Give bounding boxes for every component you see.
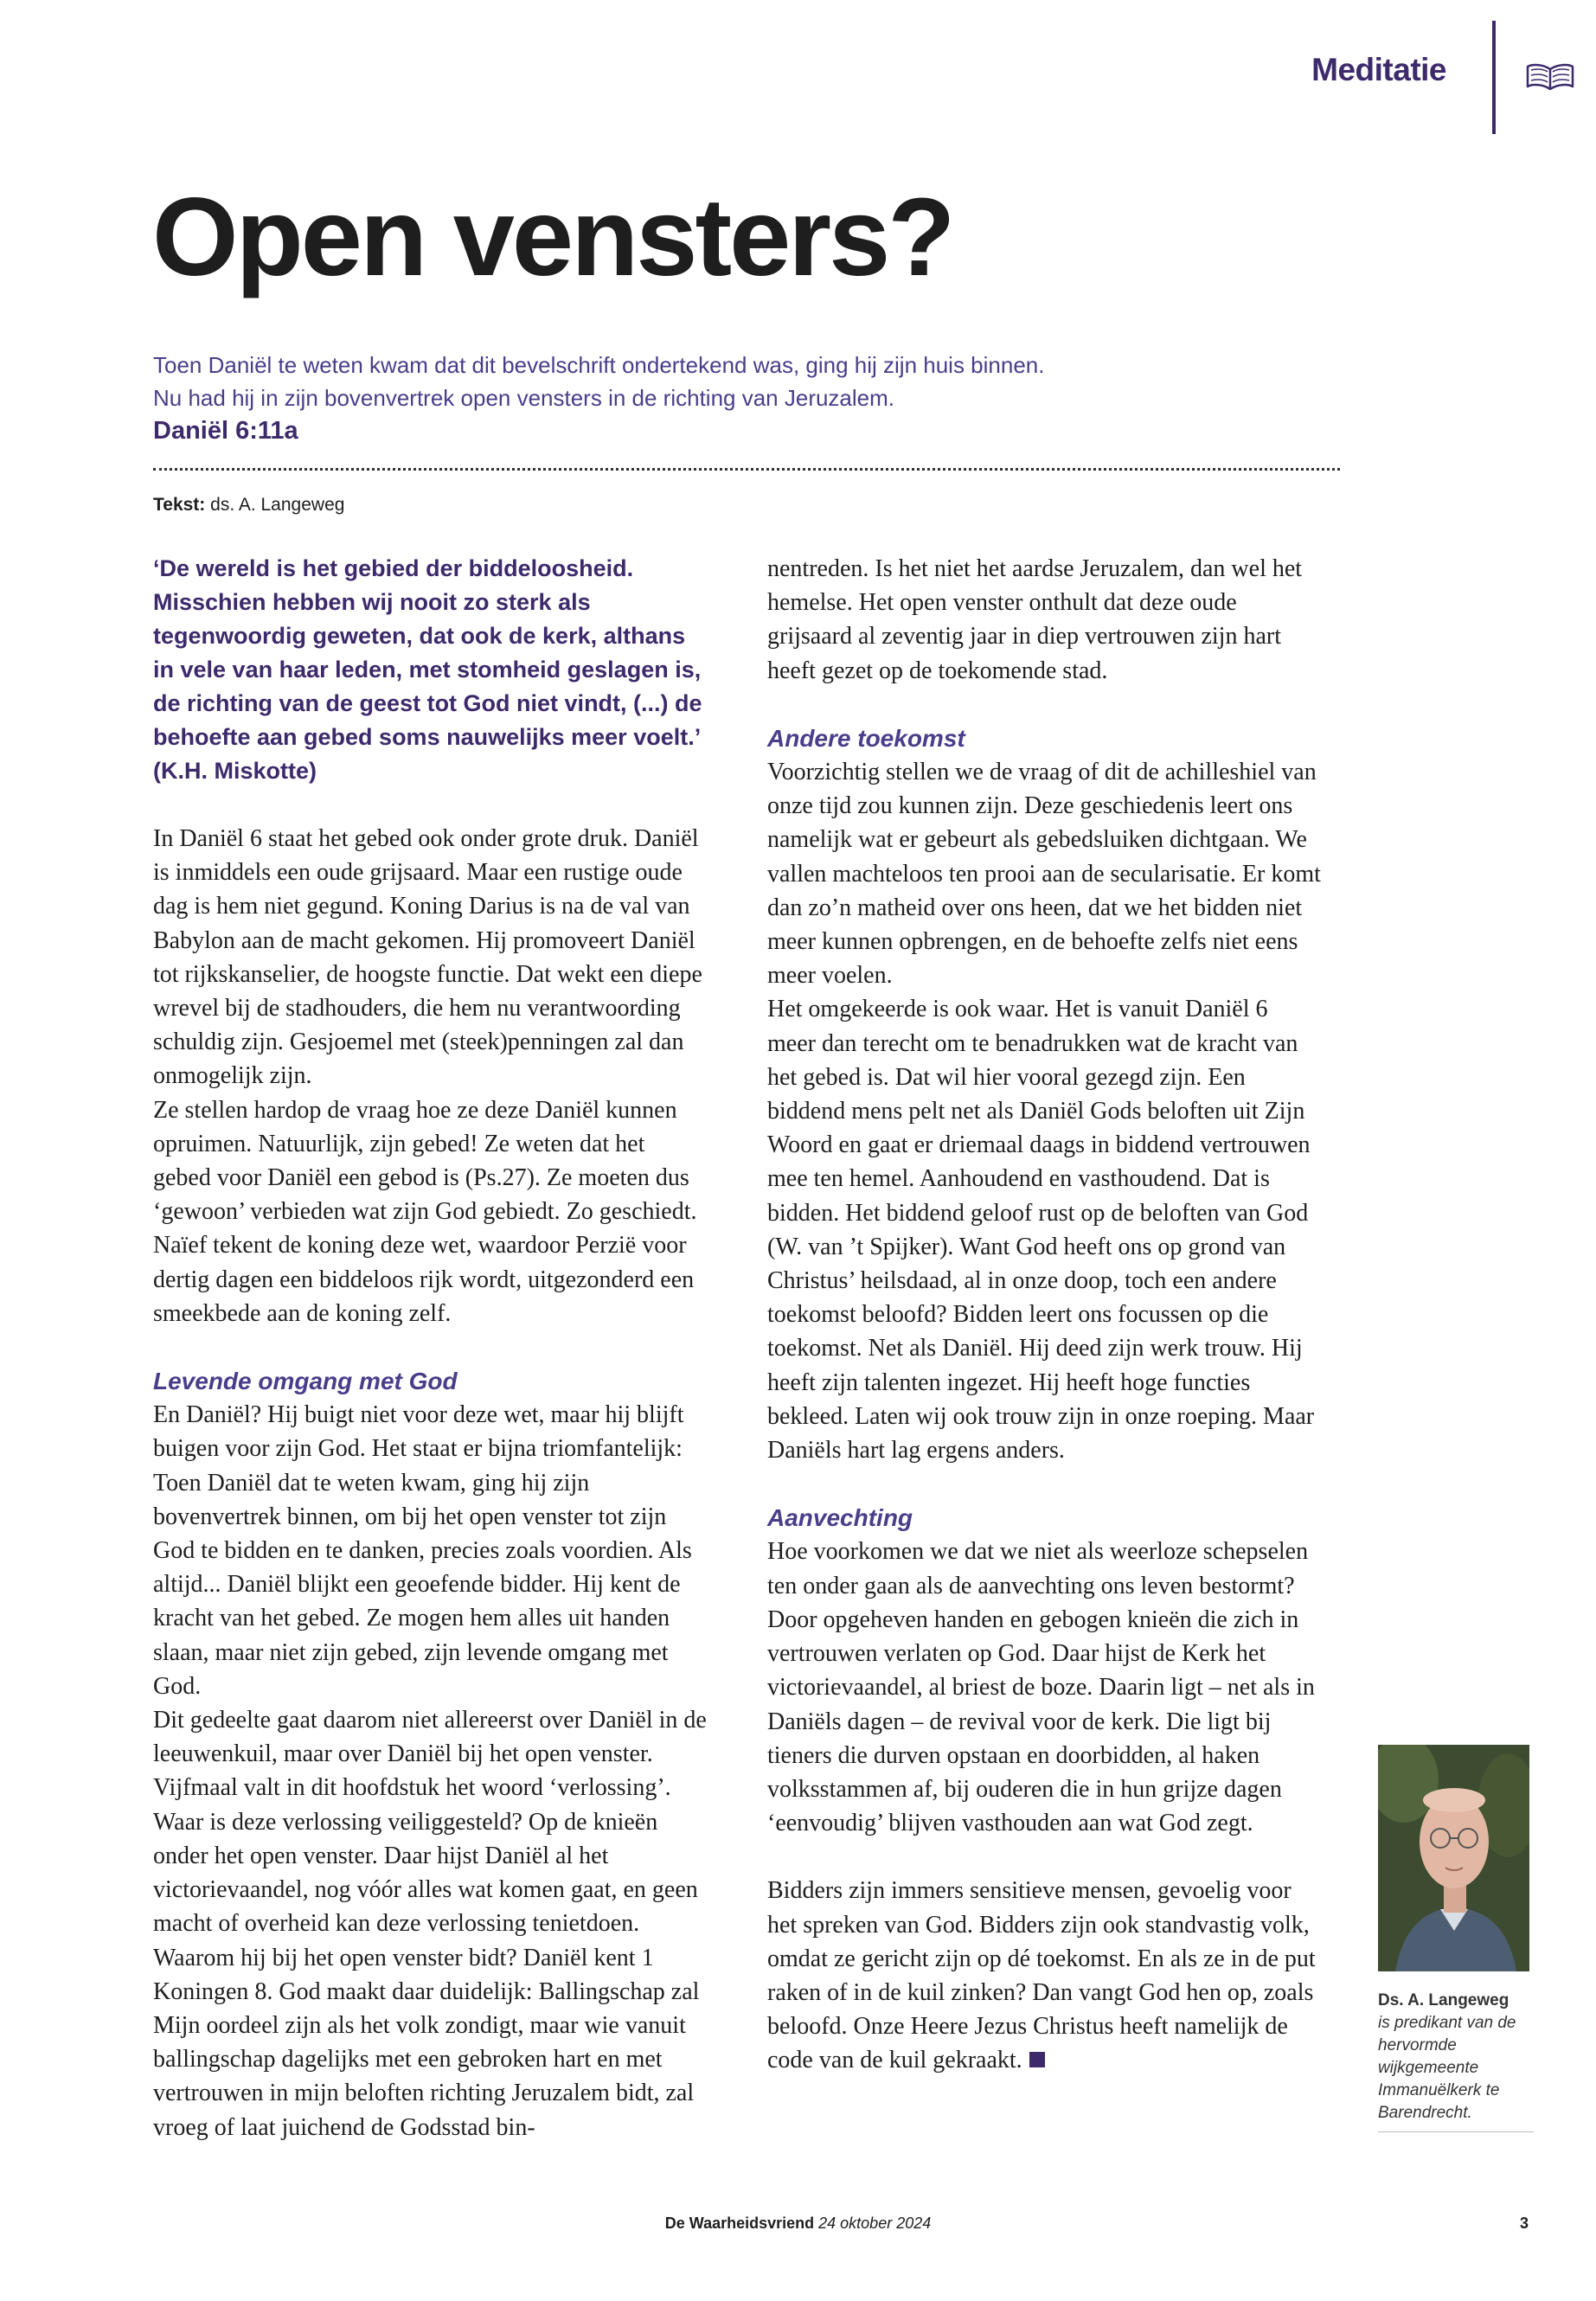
left-column: [153, 552, 707, 2144]
byline-author: ds. A. Langeweg: [210, 495, 345, 515]
subheading: Aanvechting: [767, 1504, 913, 1532]
page-number: 3: [1520, 2214, 1529, 2232]
author-role: is predikant van de hervormde wijkgemeente Immanuëlkerk te Barendrecht.: [1378, 2014, 1516, 2122]
intro-line-2: Nu had hij in zijn bovenvertrek open vensters in de richting van Jeruzalem.: [153, 385, 895, 411]
subheading: Levende omgang met God: [153, 1368, 458, 1395]
author-photo: [1378, 1745, 1529, 1971]
closing-text: Bidders zijn immers sensitieve mensen, gevoelig voor het spreken van God. Bidders zijn ook standvastig volk, omdat ze gericht zijn op dé toekomst. En als ze in de put raken of in de kuil zinken? Dan vangt God hen op, zoals beloofd. Onze Heere Jezus Christus heeft namelijk de code van de kuil gekraakt.: [767, 1877, 1316, 2074]
intro-line-1: Toen Daniël te weten kwam dat dit bevelschrift ondertekend was, ging hij zijn huis binnen.: [153, 352, 1045, 378]
issue-date: 24 oktober 2024: [818, 2214, 932, 2232]
body-paragraph: Ze stellen hardop de vraag hoe ze deze Daniël kunnen opruimen. Natuurlijk, zijn gebed! Ze weten dat het gebed voor Daniël een gebod is (Ps.27). Ze moeten dus ‘gewoon’ verbieden wat zijn God gebiedt. Zo geschiedt. Naïef tekent de koning deze wet, waardoor Perzië voor dertig dagen een biddeloos rijk wordt, uitgezonderd een smeekbede aan de koning zelf.: [153, 1096, 697, 1327]
end-of-article-mark: [1029, 2052, 1045, 2067]
open-book-icon: [1525, 62, 1575, 92]
article-title: Open vensters?: [152, 176, 953, 299]
body-paragraph: Hoe voorkomen we dat we niet als weerloze schepselen ten onder gaan als de aanvechting ons leven bestormt? Door opgeheven handen en gebogen knieën die zich in vertrouwen verlaten op God. Daar hijst de Kerk het victorievaandel, al briest de boze. Daarin ligt – net als in Daniëls dagen – de revival voor de kerk. Die ligt bij tieners die durven opstaan en doorbidden, al haken volksstammen af, bij ouderen die in hun grijze dagen ‘eenvoudig’ blijven vasthouden aan wat God zegt.: [767, 1538, 1315, 1837]
body-paragraph: Waarom hij bij het open venster bidt? Daniël kent 1 Koningen 8. God maakt daar duidelijk: Ballingschap zal Mijn oordeel zijn als het volk zondigt, maar wie vanuit ballingschap dagelijks met een gebroken hart en met vertrouwen in mijn beloften richting Jeruzalem bidt, zal vroeg of laat juichend de Godsstad bin-: [153, 1944, 700, 2141]
page-footer: [0, 2214, 1596, 2233]
section-label: Meditatie: [1311, 52, 1446, 87]
body-paragraph: Dit gedeelte gaat daarom niet allereerst over Daniël in de leeuwenkuil, maar over Daniël bij het open venster. Vijfmaal valt in dit hoofdstuk het woord ‘verlossing’. Waar is deze verlossing veiliggesteld? Op de knieën onder het open venster. Daar hijst Daniël al het victorievaandel, nog vóór alles wat komen gaat, en geen macht of overheid kan deze verlossing tenietdoen.: [153, 1707, 707, 1938]
right-column: [767, 552, 1321, 2078]
caption-divider: [1378, 2131, 1534, 2132]
dotted-divider: [153, 468, 1340, 471]
scripture-reference: Daniël 6:11a: [153, 417, 298, 445]
byline-label: Tekst:: [153, 495, 206, 515]
body-paragraph: En Daniël? Hij buigt niet voor deze wet, maar hij blijft buigen voor zijn God. Het staat er bijna triomfantelijk: Toen Daniël dat te weten kwam, ging hij zijn bovenvertrek binnen, om bij het open venster tot zijn God te bidden en te danken, precies zoals voordien. Als altijd... Daniël blijkt een geoefende bidder. Hij kent de kracht van het gebed. Ze mogen hem alles uit handen slaan, maar niet zijn gebed, zijn levende omgang met God.: [153, 1401, 692, 1700]
closing-paragraph: [767, 1874, 1321, 2077]
header-divider: [1492, 21, 1496, 134]
byline: [153, 495, 344, 516]
body-paragraph: nentreden. Is het niet het aardse Jeruzalem, dan wel het hemelse. Het open venster onthult dat deze oude grijsaard al zeventig jaar in diep vertrouwen zijn hart heeft gezet op de toekomende stad.: [767, 555, 1303, 684]
subheading: Andere toekomst: [767, 724, 965, 752]
author-name: Ds. A. Langeweg: [1378, 1991, 1509, 2009]
author-caption: [1378, 1990, 1534, 2125]
body-paragraph: In Daniël 6 staat het gebed ook onder grote druk. Daniël is inmiddels een oude grijsaard. Maar een rustige oude dag is hem niet gegund. Koning Darius is na de val van Babylon aan de macht gekomen. Hij promoveert Daniël tot rijkskanselier, de hoogste functie. Dat wekt een diepe wrevel bij de stadhouders, die hem nu verantwoording schuldig zijn. Gesjoemel met (steek)penningen zal dan onmogelijk zijn.: [153, 825, 702, 1090]
body-paragraph: Voorzichtig stellen we de vraag of dit de achilleshiel van onze tijd zou kunnen zijn. Deze geschiedenis leert ons namelijk wat er gebeurt als gebedsluiken dichtgaan. We vallen machteloos ten prooi aan de secularisatie. Er komt dan zo’n matheid over ons heen, dat we het bidden niet meer kunnen opbrengen, en de behoefte zelfs niet eens meer voelen.: [767, 759, 1321, 990]
publication-name: De Waarheidsvriend: [664, 2214, 815, 2232]
intro-scripture: [153, 349, 1347, 447]
body-paragraph: Het omgekeerde is ook waar. Het is vanuit Daniël 6 meer dan terecht om te benadrukken wat de kracht van het gebed is. Dat wil hier vooral gezegd zijn. Een biddend mens pelt net als Daniël Gods beloften uit Zijn Woord en gaat er driemaal daags in biddend vertrouwen mee ten hemel. Aanhoudend en vasthoudend. Dat is bidden. Het biddend geloof rust op de beloften van God (W. van ’t Spijker). Want God heeft ons op grond van Christus’ heilsdaad, al in onze doop, toch een andere toekomst beloofd? Bidden leert ons focussen op die toekomst. Net als Daniël. Hij deed zijn werk trouw. Hij heeft zijn talenten ingezet. Hij heeft hoge functies bekleed. Laten wij ook trouw zijn in onze roeping. Maar Daniëls hart lag ergens anders.: [767, 996, 1315, 1465]
lead-quote: ‘De wereld is het gebied der biddeloosheid. Misschien hebben wij nooit zo sterk als tegenwoordig geweten, dat ook de kerk, althans in vele van haar leden, met stomheid geslagen is, de richting van de geest tot God niet vindt, (...) de behoefte aan gebed soms nauwelijks meer voelt.’ (K.H. Miskotte): [153, 555, 702, 784]
